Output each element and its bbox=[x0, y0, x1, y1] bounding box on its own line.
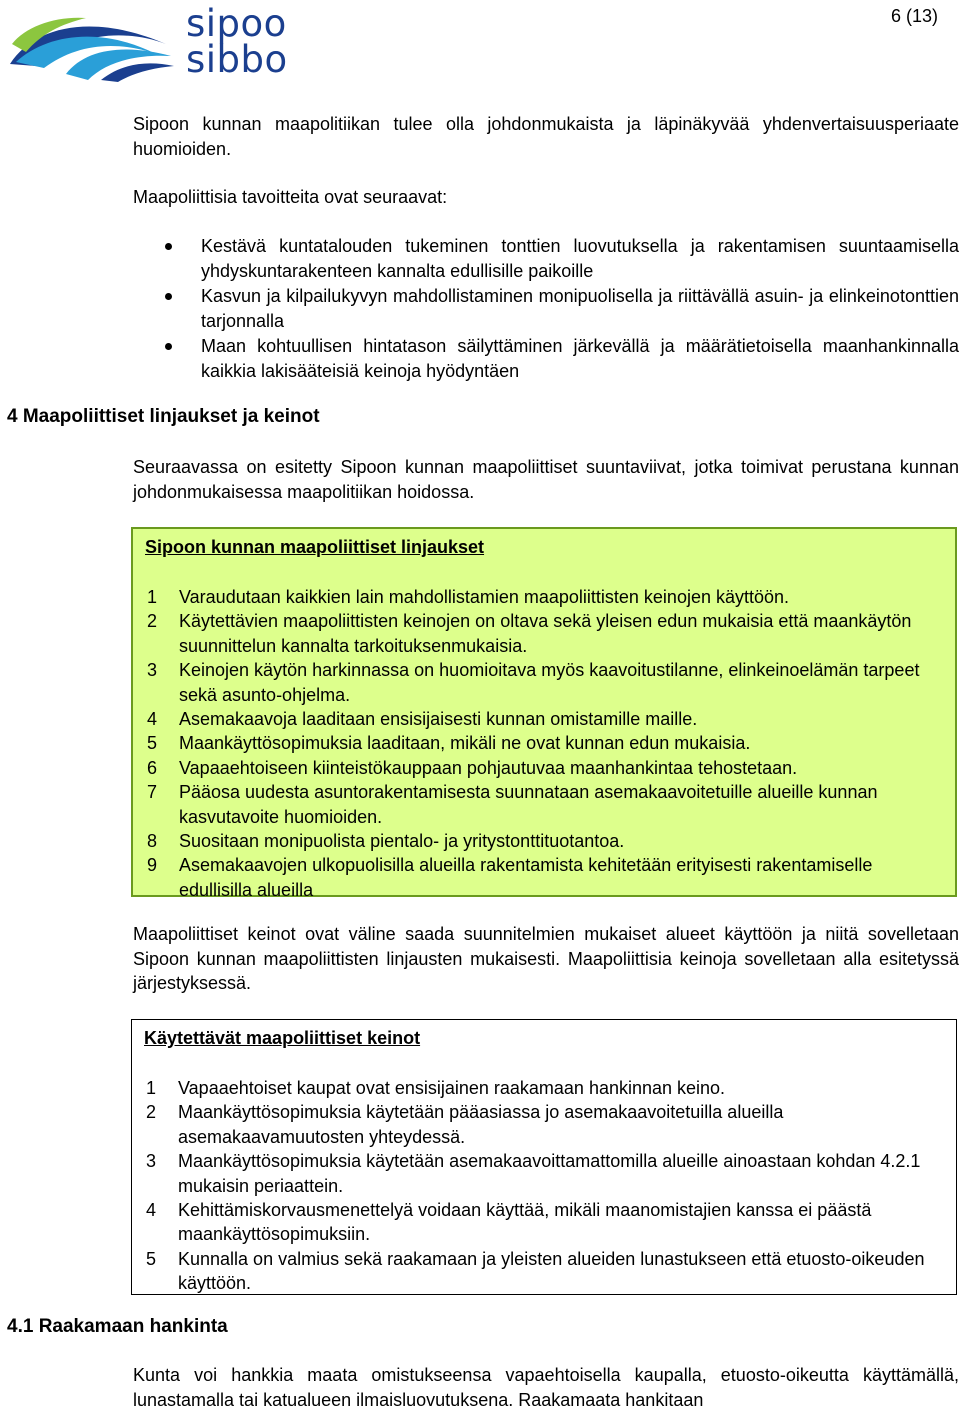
item-text: Asemakaavoja laaditaan ensisijaisesti kunnan omistamille maille. bbox=[179, 709, 698, 730]
policy-item bbox=[145, 585, 943, 609]
logo-line-2: sibbo bbox=[186, 38, 288, 81]
logo-wave-icon bbox=[6, 4, 176, 82]
policy-item bbox=[145, 780, 943, 829]
item-number: 3 bbox=[146, 1151, 157, 1172]
item-text: Keinojen käytön harkinnassa on huomioitava myös kaavoitustilanne, elinkeinoelämän tarpeet sekä asunto-ohjelma. bbox=[179, 660, 920, 705]
means-box bbox=[131, 1019, 957, 1295]
item-text: Maankäyttösopimuksia laaditaan, mikäli ne ovat kunnan edun mukaisia. bbox=[179, 733, 751, 754]
page-number: 6 (13) bbox=[890, 6, 938, 26]
goal-item: Maan kohtuullisen hintatason säilyttäminen järkevällä ja määrätietoisella maanhankinnalla kaikkia lakisääteisiä keinoja hyödyntäen bbox=[165, 334, 959, 384]
item-number: 3 bbox=[147, 660, 158, 681]
item-number: 5 bbox=[146, 1248, 157, 1269]
means-item bbox=[144, 1247, 944, 1296]
item-text: Vapaaehtoiseen kiinteistökauppaan pohjautuvaa maanhankintaa tehostetaan. bbox=[179, 757, 798, 778]
item-number: 5 bbox=[147, 733, 158, 754]
item-number: 1 bbox=[147, 587, 158, 607]
item-text: Käytettävien maapoliittisten keinojen on oltava sekä yleisen edun mukaisia että maankäytön suunnittelun kannalta tarkoituksenmukaisia. bbox=[179, 611, 912, 656]
means-list bbox=[144, 1076, 944, 1296]
policy-item bbox=[145, 853, 943, 902]
logo-wordmark bbox=[186, 2, 288, 81]
item-text: Pääosa uudesta asuntorakentamisesta suunnataan asemakaavoitetuille alueille kunnan kasvutavoite huomioiden. bbox=[179, 782, 878, 827]
policy-item bbox=[145, 609, 943, 658]
item-number: 4 bbox=[147, 709, 158, 730]
policy-box bbox=[131, 527, 957, 900]
policy-box-title: Sipoon kunnan maapoliittiset linjaukset bbox=[145, 537, 485, 557]
goals-list bbox=[165, 234, 959, 384]
policy-item bbox=[145, 707, 943, 731]
means-item bbox=[144, 1076, 944, 1100]
means-item bbox=[144, 1100, 944, 1149]
means-item bbox=[144, 1198, 944, 1247]
section-paragraph: Seuraavassa on esitetty Sipoon kunnan maapoliittiset suuntaviivat, jotka toimivat perustana kunnan johdonmukaisessa maapolitiikan hoidossa. bbox=[133, 457, 959, 502]
item-text: Kehittämiskorvausmenettelyä voidaan käyttää, mikäli maanomistajien kanssa ei päästä maankäyttösopimuksiin. bbox=[178, 1200, 872, 1245]
intro-paragraph: Sipoon kunnan maapolitiikan tulee olla johdonmukaista ja läpinäkyvää yhdenvertaisuusperiaate huomioiden. bbox=[133, 114, 959, 159]
item-text: Maankäyttösopimuksia käytetään pääasiassa jo asemakaavoitetuilla alueilla asemakaavamuutosten yhteydessä. bbox=[178, 1102, 784, 1147]
item-text: Suositaan monipuolista pientalo- ja yritystonttituotantoa. bbox=[179, 831, 625, 852]
goals-lead: Maapoliittisia tavoitteita ovat seuraavat: bbox=[133, 187, 448, 207]
item-number: 2 bbox=[146, 1102, 157, 1123]
policy-item bbox=[145, 658, 943, 707]
item-number: 4 bbox=[146, 1200, 157, 1221]
policy-item bbox=[145, 731, 943, 755]
item-text: Asemakaavojen ulkopuolisilla alueilla rakentamista kehitetään erityisesti rakentamiselle edullisilla alueilla bbox=[179, 855, 873, 900]
goal-item: Kasvun ja kilpailukyvyn mahdollistaminen monipuolisella ja riittävällä asuin- ja elinkeinotonttien tarjonnalla bbox=[165, 284, 959, 334]
subsection-heading: 4.1 Raakamaan hankinta bbox=[7, 1316, 228, 1337]
means-item bbox=[144, 1149, 944, 1198]
policy-item bbox=[145, 829, 943, 853]
item-text: Varaudutaan kaikkien lain mahdollistamien maapoliittisten keinojen käyttöön. bbox=[179, 587, 790, 607]
item-number: 1 bbox=[146, 1078, 157, 1098]
means-box-title: Käytettävät maapoliittiset keinot bbox=[144, 1028, 421, 1048]
item-text: Vapaaehtoiset kaupat ovat ensisijainen raakamaan hankinnan keino. bbox=[178, 1078, 726, 1098]
item-number: 9 bbox=[147, 855, 158, 876]
policy-list bbox=[145, 585, 943, 902]
subsection-paragraph: Kunta voi hankkia maata omistukseensa vapaehtoisella kaupalla, etuosto-oikeutta käyttämällä, lunastamalla tai katualueen ilmaisluovutuksena. Raakamaata hankitaan bbox=[133, 1365, 959, 1410]
item-text: Kunnalla on valmius sekä raakamaan ja yleisten alueiden lunastukseen että etuosto-oikeuden käyttöön. bbox=[178, 1248, 925, 1294]
sipoo-sibbo-logo bbox=[6, 4, 296, 84]
item-number: 2 bbox=[147, 611, 158, 632]
item-number: 7 bbox=[147, 782, 158, 803]
policy-item bbox=[145, 756, 943, 780]
item-number: 6 bbox=[147, 757, 158, 778]
goal-item: Kestävä kuntatalouden tukeminen tonttien luovutuksella ja rakentamisen suuntaamisella yhdyskuntarakenteen kannalta edullisille paikoille bbox=[165, 234, 959, 284]
logo-line-1: sipoo bbox=[186, 2, 287, 45]
means-paragraph: Maapoliittiset keinot ovat väline saada suunnitelmien mukaiset alueet käyttöön ja niitä sovelletaan Sipoon kunnan maapoliittisten linjausten mukaisesti. Maapoliittisia keinoja sovelletaan alla esitetyssä järjestyksessä. bbox=[133, 924, 959, 993]
section-heading: 4 Maapoliittiset linjaukset ja keinot bbox=[7, 406, 320, 427]
item-number: 8 bbox=[147, 831, 158, 852]
item-text: Maankäyttösopimuksia käytetään asemakaavoittamattomilla alueille ainoastaan kohdan 4.2.1 mukaisin periaattein. bbox=[178, 1151, 921, 1196]
